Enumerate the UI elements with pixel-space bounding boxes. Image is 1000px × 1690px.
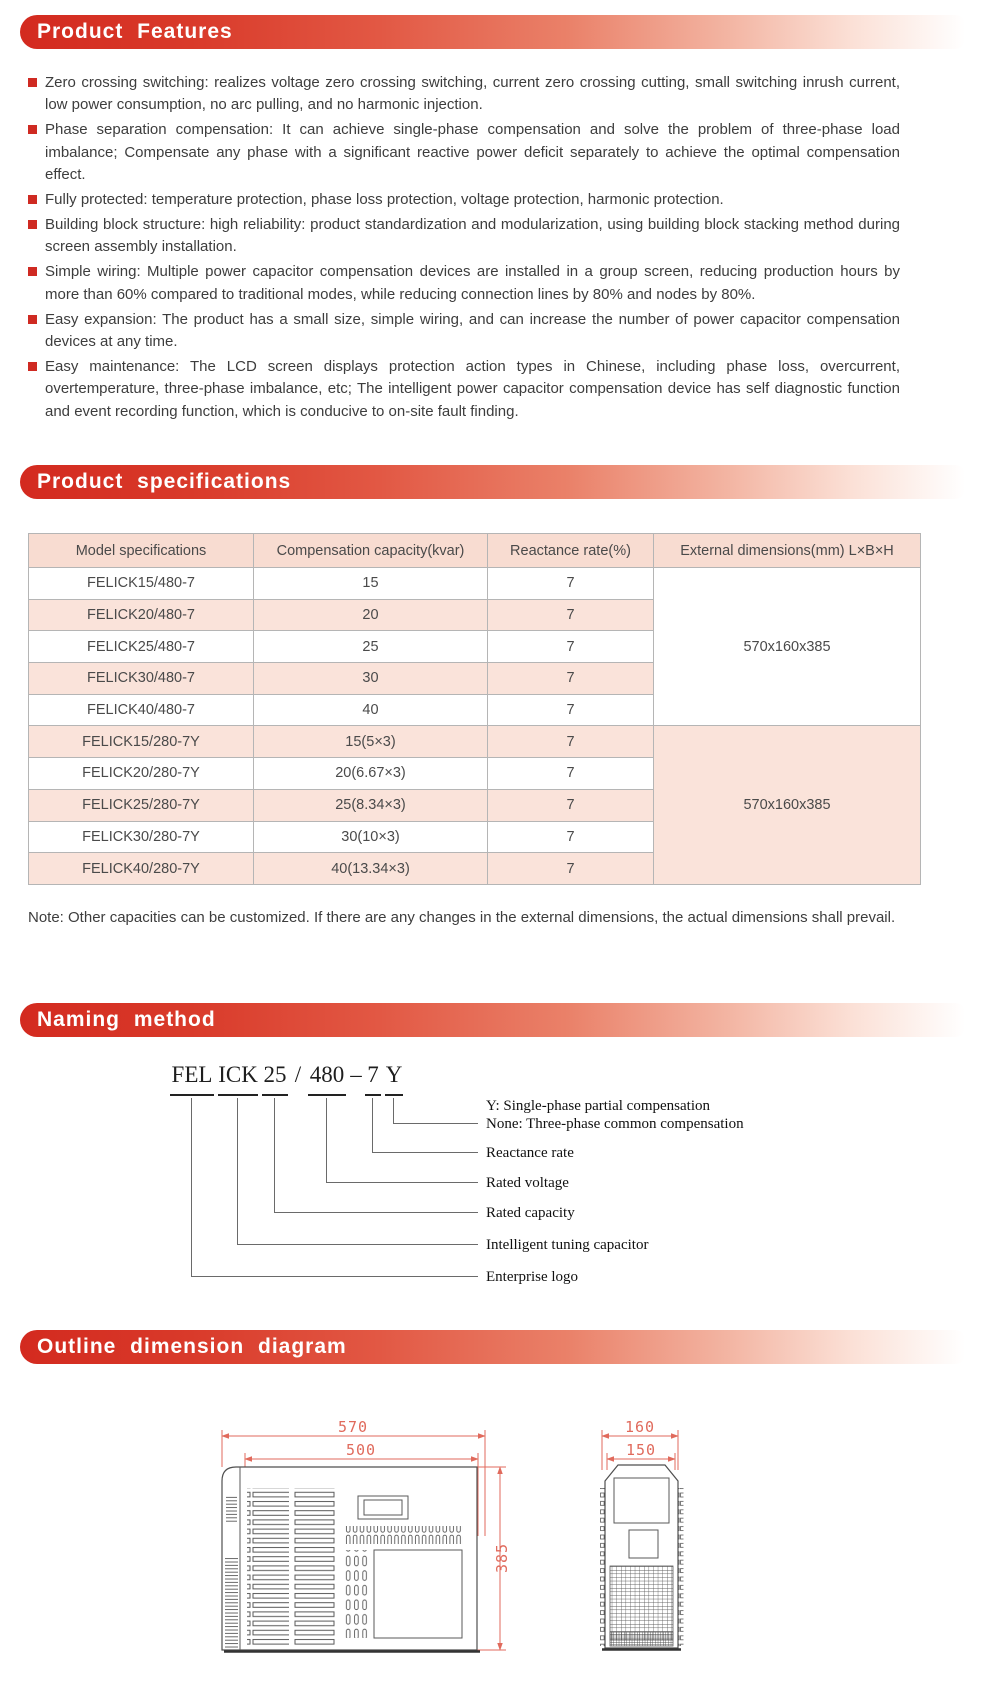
side-inner-depth-dim: 150 [625, 1441, 657, 1459]
code-segment-product: ICK [218, 1062, 258, 1096]
feature-item [28, 261, 900, 306]
table-header-row [29, 534, 921, 568]
naming-label-phase-y: Y: Single-phase partial compensation [486, 1098, 710, 1114]
specifications-table [28, 533, 921, 885]
vent-slot-column [294, 1488, 336, 1648]
cell-reactance: 7 [488, 568, 654, 600]
cell-model: FELICK15/280-7Y [29, 726, 254, 758]
vent-slot-column [247, 1488, 289, 1648]
feature-item [28, 309, 900, 354]
side-notch-strip [600, 1488, 605, 1646]
naming-label-reactance: Reactance rate [486, 1145, 574, 1161]
feature-item [28, 119, 900, 186]
bullet-icon [28, 125, 37, 134]
bullet-icon [28, 362, 37, 371]
side-vent-mesh [610, 1566, 673, 1640]
cell-model: FELICK25/480-7 [29, 631, 254, 663]
code-segment-enterprise: FEL [170, 1062, 214, 1096]
cell-capacity: 15 [254, 568, 488, 600]
small-vent-grid [345, 1550, 369, 1638]
table-row [29, 568, 921, 600]
cell-reactance: 7 [488, 853, 654, 885]
product-specifications-header [20, 465, 965, 499]
cell-model: FELICK40/480-7 [29, 694, 254, 726]
header-dimensions: External dimensions(mm) L×B×H [654, 534, 921, 568]
cell-model: FELICK30/280-7Y [29, 821, 254, 853]
code-segment-voltage: 480 [308, 1062, 346, 1096]
cell-model: FELICK40/280-7Y [29, 853, 254, 885]
cell-reactance: 7 [488, 821, 654, 853]
feature-text: Simple wiring: Multiple power capacitor compensation devices are installed in a group screen, reducing production hours by more than 60% compared to traditional modes, while reducing connection lines by 80% and nodes by 80%. [45, 263, 900, 303]
product-features-header [20, 15, 965, 49]
code-segment-reactance: 7 [365, 1062, 381, 1096]
cell-capacity: 40(13.34×3) [254, 853, 488, 885]
bullet-icon [28, 267, 37, 276]
hinge-hatch [226, 1496, 237, 1522]
cell-capacity: 30(10×3) [254, 821, 488, 853]
table-note: Note: Other capacities can be customized. If there are any changes in the external dimensions, the actual dimensions shall prevail. [28, 909, 896, 926]
feature-text: Zero crossing switching: realizes voltage zero crossing switching, current zero crossing cutting, small switching inrush current, low power consumption, no arc pulling, and no harmonic injection. [45, 74, 900, 114]
naming-label-tuning: Intelligent tuning capacitor [486, 1237, 649, 1253]
outline-drawings [0, 1408, 1000, 1690]
cell-capacity: 25 [254, 631, 488, 663]
code-segment-phase: Y [385, 1062, 403, 1096]
bullet-icon [28, 78, 37, 87]
cell-reactance: 7 [488, 789, 654, 821]
cell-capacity: 20(6.67×3) [254, 758, 488, 790]
table-row [29, 726, 921, 758]
cell-model: FELICK20/280-7Y [29, 758, 254, 790]
cell-capacity: 15(5×3) [254, 726, 488, 758]
feature-text: Easy expansion: The product has a small size, simple wiring, and can increase the number of power capacitor compensation devices at any time. [45, 310, 900, 350]
cell-reactance: 7 [488, 631, 654, 663]
code-separator-slash: / [294, 1062, 302, 1087]
cell-reactance: 7 [488, 758, 654, 790]
front-view-drawing [222, 1418, 511, 1652]
naming-method-header [20, 1003, 965, 1037]
front-height-dim: 385 [493, 1542, 511, 1574]
code-segment-capacity: 25 [262, 1062, 288, 1096]
feature-item [28, 189, 900, 211]
bullet-icon [28, 315, 37, 324]
feature-text: Fully protected: temperature protection, phase loss protection, voltage protection, harmonic protection. [45, 191, 724, 209]
naming-label-capacity: Rated capacity [486, 1205, 575, 1221]
cell-dimensions-group2: 570x160x385 [654, 726, 921, 884]
outline-dimension-title: Outline dimension diagram [37, 1335, 347, 1358]
bullet-icon [28, 220, 37, 229]
naming-connector-line [191, 1098, 478, 1277]
cell-model: FELICK25/280-7Y [29, 789, 254, 821]
cell-dimensions-group1: 570x160x385 [654, 568, 921, 726]
outline-dimension-header [20, 1330, 965, 1364]
feature-item [28, 72, 900, 117]
product-features-title: Product Features [37, 20, 233, 43]
feature-text: Building block structure: high reliability: product standardization and modularization, using building block stacking method during screen assembly installation. [45, 215, 900, 256]
side-outer-depth-dim: 160 [624, 1418, 656, 1436]
cell-model: FELICK30/480-7 [29, 663, 254, 695]
header-reactance: Reactance rate(%) [488, 534, 654, 568]
bullet-icon [28, 195, 37, 204]
feature-item [28, 356, 900, 423]
side-view-drawing [600, 1418, 684, 1650]
cell-reactance: 7 [488, 694, 654, 726]
naming-label-phase-none: None: Three-phase common compensation [486, 1116, 744, 1132]
front-inner-width-dim: 500 [345, 1441, 377, 1459]
naming-label-voltage: Rated voltage [486, 1175, 569, 1191]
cell-model: FELICK15/480-7 [29, 568, 254, 600]
header-capacity: Compensation capacity(kvar) [254, 534, 488, 568]
naming-label-logo: Enterprise logo [486, 1269, 579, 1285]
cell-capacity: 25(8.34×3) [254, 789, 488, 821]
hinge-hatch [225, 1558, 238, 1648]
cell-reactance: 7 [488, 599, 654, 631]
cell-reactance: 7 [488, 726, 654, 758]
feature-item [28, 214, 900, 259]
vent-slot-row [345, 1526, 463, 1544]
side-notch-strip [679, 1488, 684, 1646]
cell-capacity: 30 [254, 663, 488, 695]
product-specifications-title: Product specifications [37, 470, 292, 493]
feature-text: Easy maintenance: The LCD screen displays protection action types in Chinese, including phase loss, overcurrent, overtemperature, three-phase imbalance, etc; The intelligent power capacitor compensation device has self diagnostic function and event recording function, which is conducive to on-site fault finding. [45, 357, 900, 420]
front-outer-width-dim: 570 [337, 1418, 369, 1436]
cell-capacity: 40 [254, 694, 488, 726]
feature-list [28, 72, 900, 426]
code-separator-dash: – [350, 1062, 362, 1087]
naming-method-title: Naming method [37, 1008, 216, 1031]
cell-capacity: 20 [254, 599, 488, 631]
cell-model: FELICK20/480-7 [29, 599, 254, 631]
side-vent-mesh-dense [610, 1632, 673, 1646]
feature-text: Phase separation compensation: It can achieve single-phase compensation and solve the problem of three-phase load imbalance; Compensate any phase with a significant reactive power deficit separately to achieve the optimal compensation effect. [45, 121, 900, 184]
cell-reactance: 7 [488, 663, 654, 695]
header-model: Model specifications [29, 534, 254, 568]
